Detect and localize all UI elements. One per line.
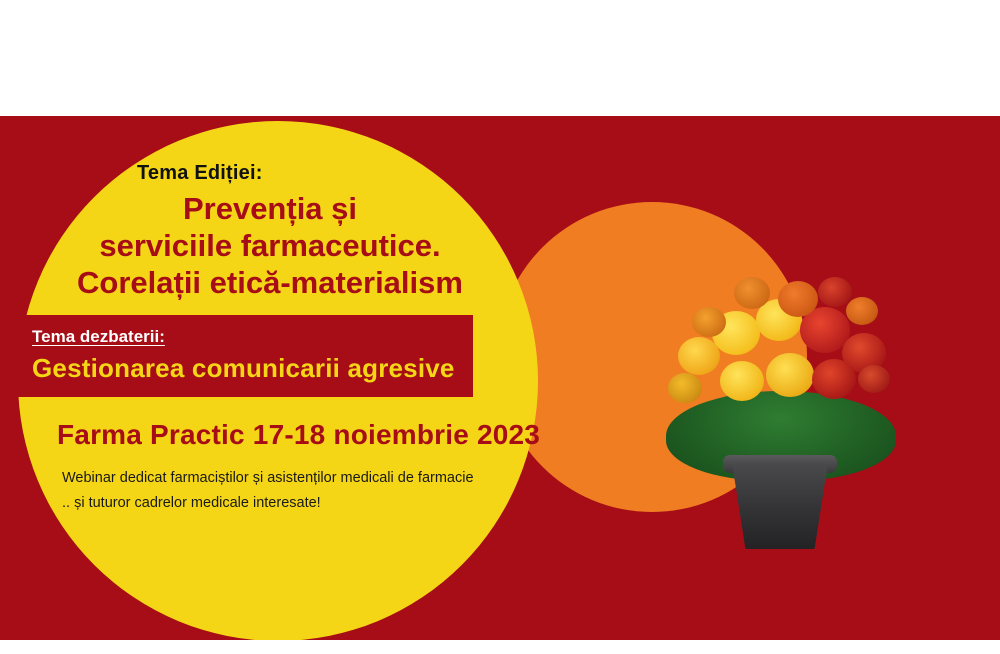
bloom-red	[858, 365, 890, 393]
bloom-orange	[692, 307, 726, 337]
bloom-red	[812, 359, 856, 399]
bloom-orange	[778, 281, 818, 317]
bloom-yellow	[766, 353, 814, 397]
debate-theme-title: Gestionarea comunicarii agresive	[32, 353, 455, 383]
subtitle-line-1: Webinar dedicat farmaciștilor și asistenților medicali de farmacie	[62, 470, 474, 486]
bloom-orange	[846, 297, 878, 325]
headline-line-3: Corelații etică-materialism	[77, 265, 463, 301]
event-subtitle	[62, 466, 492, 515]
debate-theme-bar	[18, 315, 473, 397]
bloom-orange	[668, 373, 702, 403]
chrysanthemum-pot-image	[660, 241, 905, 571]
bloom-yellow	[720, 361, 764, 401]
debate-theme-label: Tema dezbaterii:	[32, 327, 165, 346]
edition-theme-label: Tema Ediției:	[137, 162, 263, 184]
bottom-white-strip	[0, 640, 1000, 654]
plant-pot	[732, 463, 828, 549]
header-band	[0, 38, 1000, 116]
subtitle-line-2: .. și tuturor cadrelor medicale interesate!	[62, 494, 321, 511]
event-date-line: Farma Practic 17-18 noiembrie 2023	[57, 419, 541, 450]
edition-headline	[60, 190, 480, 302]
top-white-strip	[0, 0, 1000, 38]
poster-body	[0, 116, 1000, 640]
bloom-orange	[734, 277, 770, 309]
headline-line-2: serviciile farmaceutice.	[99, 228, 441, 264]
bloom-red	[818, 277, 852, 307]
headline-line-1: Prevenția și	[182, 191, 358, 226]
